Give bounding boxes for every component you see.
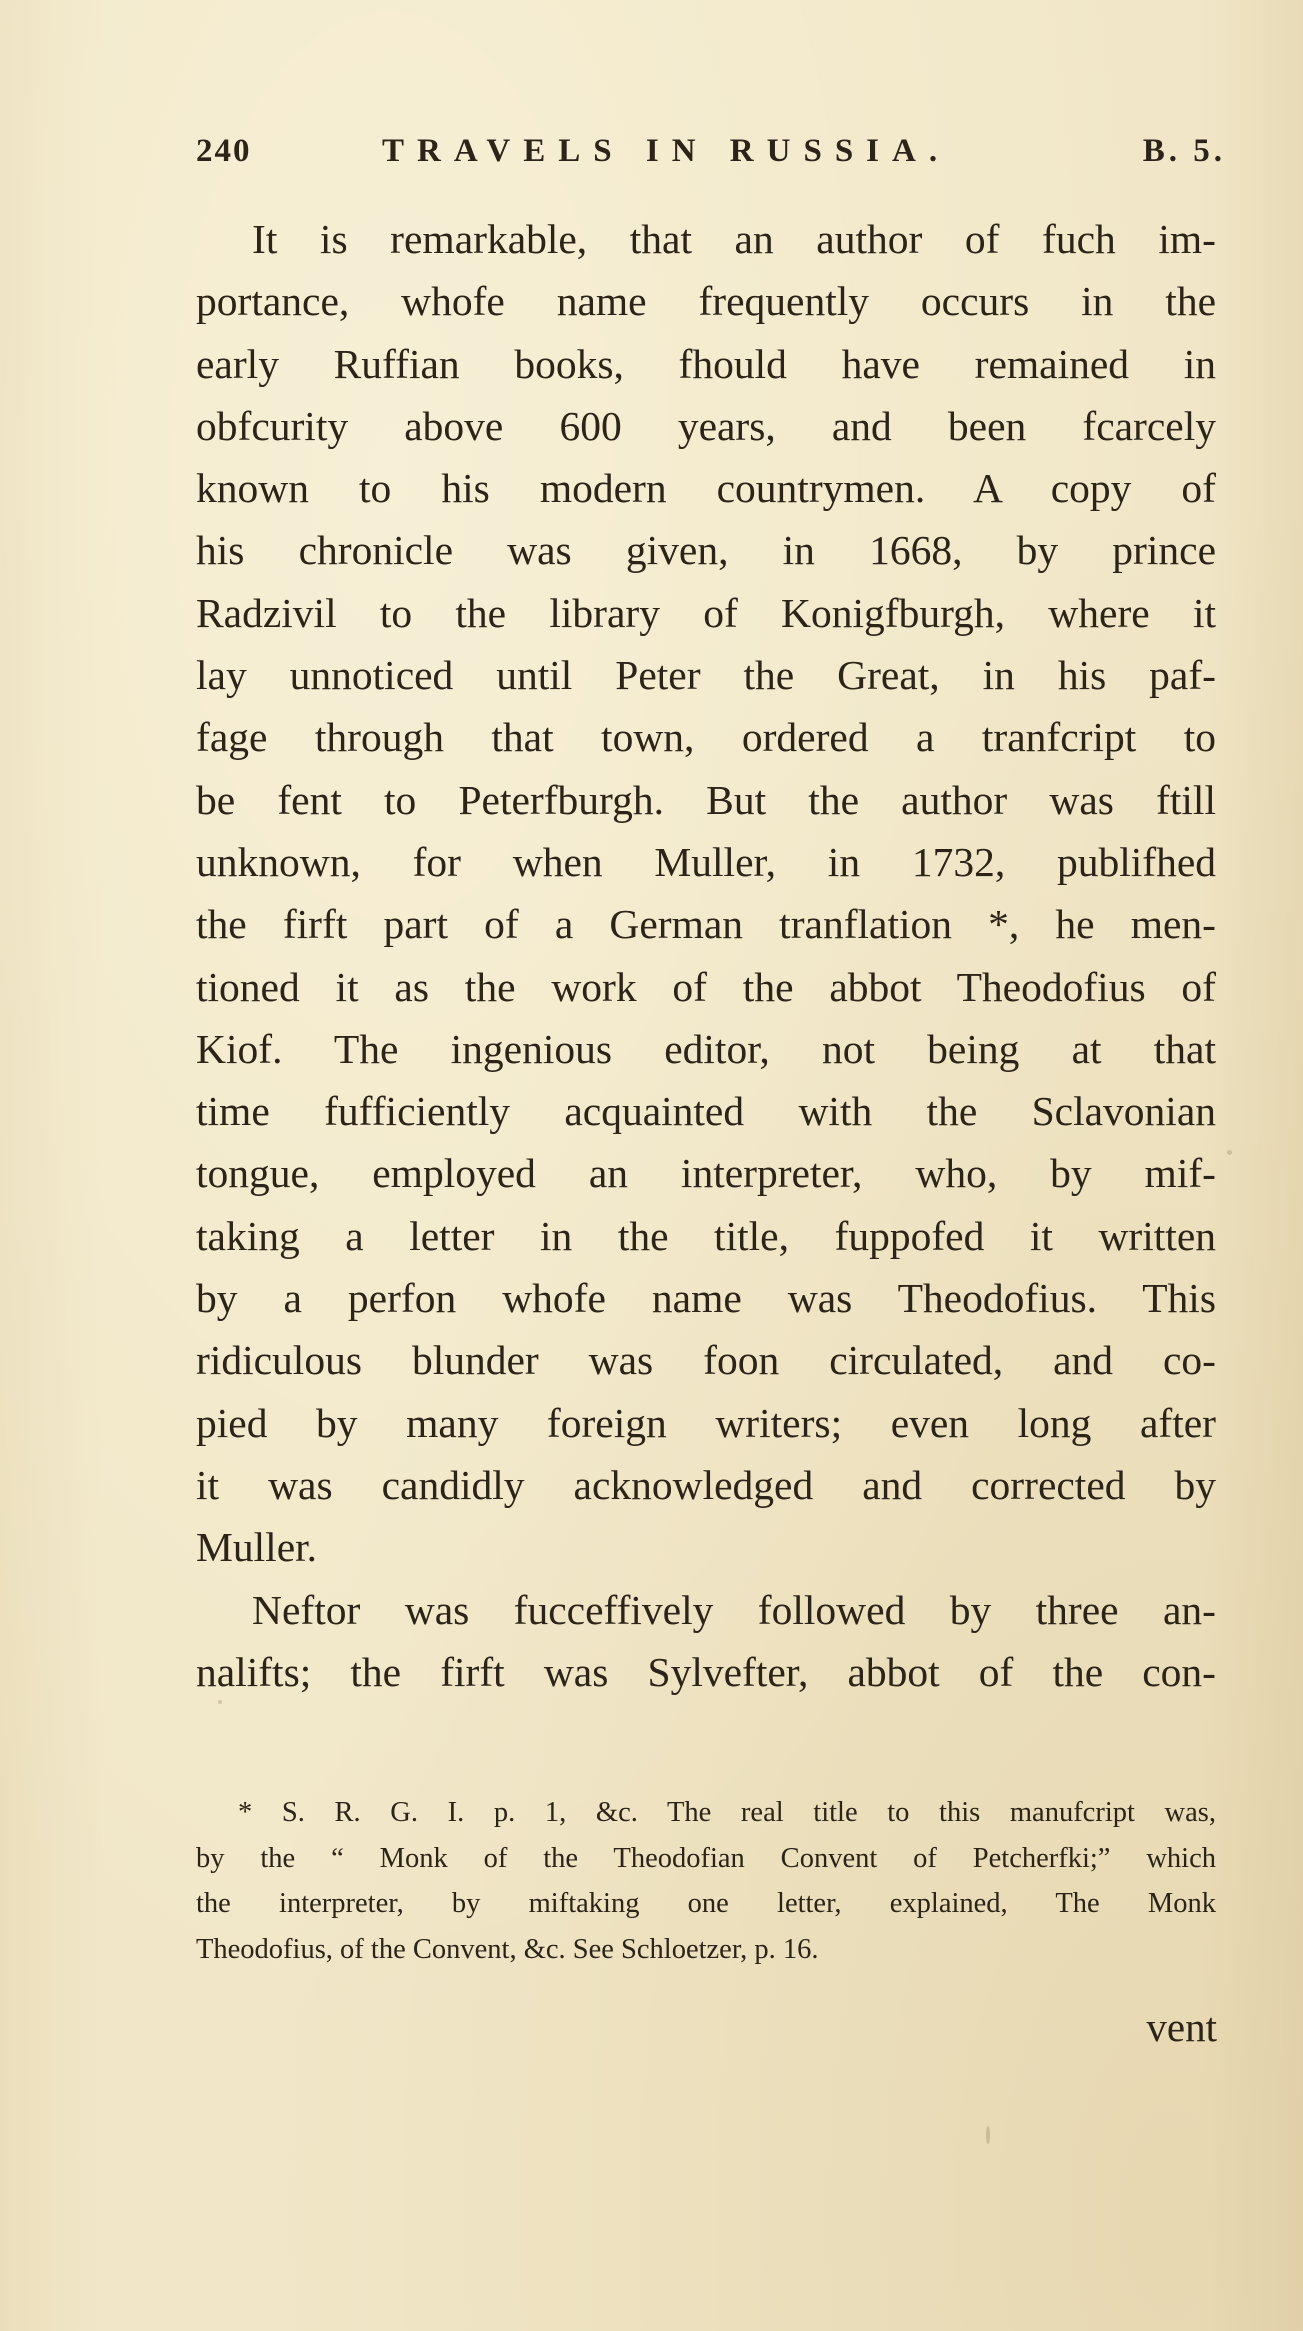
foxing-spot — [986, 2126, 990, 2144]
text-line: portance, whofe name frequently occurs in the — [196, 278, 1216, 325]
footnote-line: Theodofius, of the Convent, &c. See Schloetzer, p. 16. — [196, 1933, 819, 1965]
running-title: TRAVELS IN RUSSIA. — [382, 133, 951, 169]
text-line: nalifts; the firft was Sylvefter, abbot of the con- — [196, 1648, 1216, 1695]
book-number: B. 5. — [1142, 133, 1226, 169]
footnote-line: * S. R. G. I. p. 1, &c. The real title to this manufcript was, — [238, 1797, 1216, 1828]
text-line: pied by many foreign writers; even long after — [196, 1399, 1216, 1446]
text-line: obfcurity above 600 years, and been fcarcely — [196, 402, 1216, 449]
text-line: unknown, for when Muller, in 1732, publifhed — [196, 838, 1216, 885]
text-line: the firft part of a German tranflation *, he men- — [196, 901, 1216, 948]
text-line: fage through that town, ordered a tranfcript to — [196, 714, 1216, 761]
page-number: 240 — [196, 133, 252, 169]
foxing-spot — [1227, 1150, 1232, 1155]
text-line: his chronicle was given, in 1668, by prince — [196, 527, 1216, 574]
footnote-line: the interpreter, by miftaking one letter, explained, The Monk — [196, 1888, 1216, 1919]
text-line: It is remarkable, that an author of fuch im- — [252, 216, 1216, 262]
text-line: tongue, employed an interpreter, who, by mif- — [196, 1150, 1216, 1197]
text-line: tioned it as the work of the abbot Theodofius of — [196, 963, 1216, 1010]
footnote-line: by the “ Monk of the Theodofian Convent of Petcherfki;” which — [196, 1842, 1216, 1874]
text-line: early Ruffian books, fhould have remained in — [196, 340, 1216, 387]
footnote — [196, 1790, 1216, 1972]
text-line: Kiof. The ingenious editor, not being at that — [196, 1025, 1216, 1072]
body-text — [196, 208, 1216, 1703]
running-head — [196, 133, 1226, 183]
text-line: Muller. — [196, 1524, 318, 1571]
catchword: vent — [1146, 2004, 1217, 2050]
text-line: lay unnoticed until Peter the Great, in his paf- — [196, 652, 1216, 699]
text-line: Neftor was fucceffively followed by three an- — [252, 1586, 1216, 1633]
text-line: taking a letter in the title, fuppofed it written — [196, 1212, 1216, 1259]
text-line: by a perfon whofe name was Theodofius. This — [196, 1275, 1216, 1322]
text-line: be fent to Peterfburgh. But the author was ftill — [196, 776, 1216, 823]
text-line: time fufficiently acquainted with the Sclavonian — [196, 1088, 1216, 1135]
text-line: ridiculous blunder was foon circulated, and co- — [196, 1337, 1216, 1384]
text-line: it was candidly acknowledged and corrected by — [196, 1461, 1216, 1508]
foxing-spot — [218, 1700, 222, 1704]
text-line: Radzivil to the library of Konigfburgh, where it — [196, 589, 1216, 636]
text-line: known to his modern countrymen. A copy of — [196, 465, 1216, 512]
